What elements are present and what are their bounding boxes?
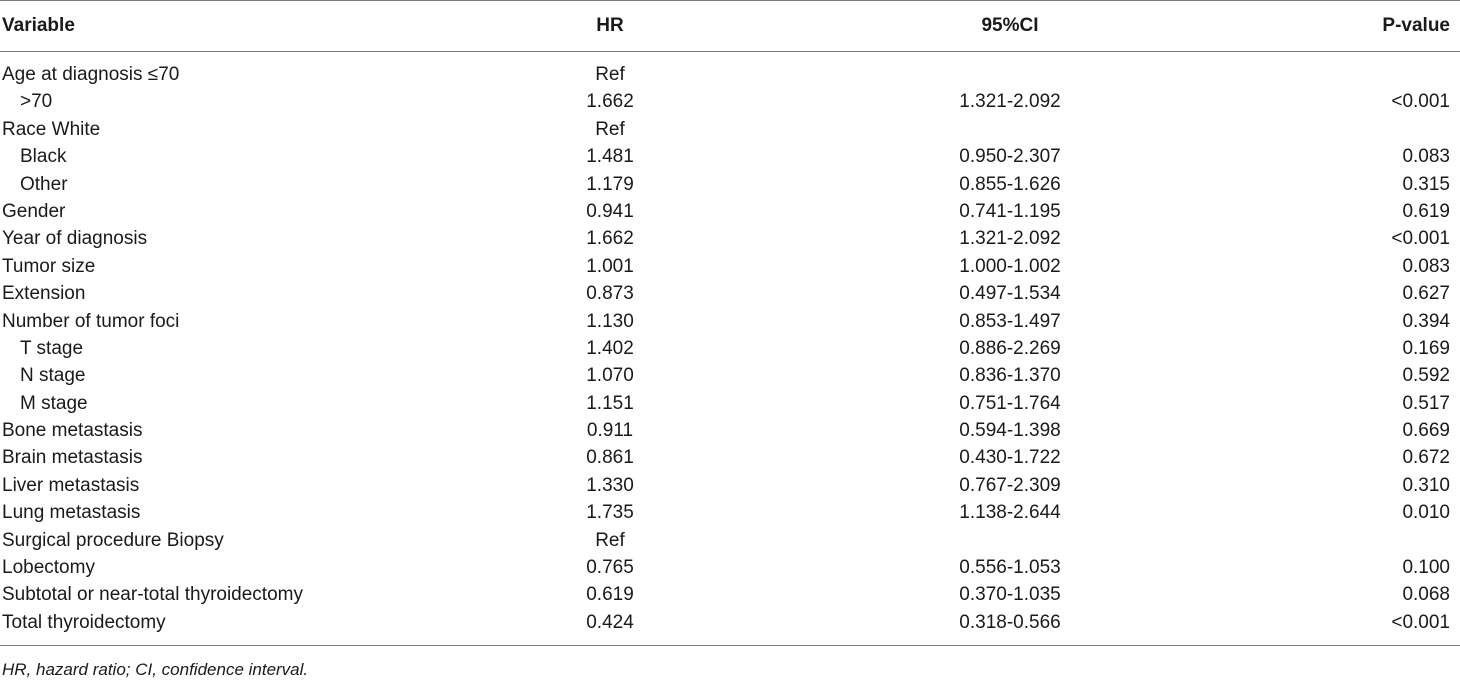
table-row <box>0 225 1460 252</box>
cell-hr: Ref <box>595 64 625 85</box>
cell-ci: 1.138-2.644 <box>959 502 1061 524</box>
cell-hr: 0.911 <box>586 420 634 442</box>
cell-ci: 0.318-0.566 <box>959 611 1061 633</box>
cell-variable: Race White <box>2 118 101 140</box>
cell-p-value: 0.394 <box>1402 310 1450 332</box>
table-row <box>0 308 1460 335</box>
cell-hr: 1.735 <box>586 502 634 524</box>
cell-ci: 0.836-1.370 <box>959 365 1061 387</box>
cell-p-value: 0.669 <box>1402 420 1450 442</box>
table-row <box>0 362 1460 389</box>
table-row <box>0 417 1460 444</box>
cell-variable: Liver metastasis <box>2 474 140 496</box>
cell-p-value: 0.169 <box>1402 337 1450 359</box>
table-row <box>0 61 1460 88</box>
cell-hr: 0.941 <box>586 200 634 222</box>
cell-ci: 0.950-2.307 <box>959 146 1061 168</box>
cell-variable: Total thyroidectomy <box>2 611 166 633</box>
cell-variable: >70 <box>20 91 53 113</box>
cell-hr: 1.151 <box>586 392 634 414</box>
table-row <box>0 88 1460 115</box>
cell-hr: Ref <box>595 118 625 140</box>
header-p-value: P-value <box>1382 15 1450 36</box>
cell-p-value: <0.001 <box>1391 228 1450 250</box>
cell-p-value: 0.517 <box>1402 392 1450 414</box>
cell-ci: 1.321-2.092 <box>959 228 1061 250</box>
table-row <box>0 609 1460 636</box>
cell-hr: 0.619 <box>586 584 634 606</box>
cell-hr: 1.179 <box>586 173 634 195</box>
cell-hr: 0.424 <box>586 611 634 633</box>
cell-ci: 1.321-2.092 <box>959 91 1061 113</box>
cell-ci: 0.886-2.269 <box>959 337 1061 359</box>
table-row <box>0 171 1460 198</box>
cell-variable: Number of tumor foci <box>2 310 180 332</box>
cell-variable: Extension <box>2 283 86 305</box>
header-hr: HR <box>596 15 624 36</box>
cell-p-value: 0.672 <box>1402 447 1450 469</box>
cell-p-value: <0.001 <box>1391 91 1450 113</box>
cell-p-value: 0.083 <box>1402 255 1450 277</box>
cell-variable: Age at diagnosis ≤70 <box>2 64 180 85</box>
table-body <box>0 52 1460 645</box>
cell-ci: 0.497-1.534 <box>959 283 1061 305</box>
table-row <box>0 253 1460 280</box>
cell-variable: Tumor size <box>2 255 96 277</box>
table-row <box>0 581 1460 608</box>
cell-hr: 1.070 <box>586 365 634 387</box>
table-row <box>0 335 1460 362</box>
cell-p-value: 0.592 <box>1402 365 1450 387</box>
table-header-row <box>0 1 1460 51</box>
cell-variable: Lung metastasis <box>2 502 141 524</box>
cell-variable: Year of diagnosis <box>2 228 148 250</box>
cell-p-value: 0.010 <box>1402 502 1450 524</box>
cell-ci: 0.556-1.053 <box>959 557 1061 579</box>
cell-ci: 0.853-1.497 <box>959 310 1061 332</box>
cell-p-value: 0.315 <box>1402 173 1450 195</box>
table-row <box>0 472 1460 499</box>
cell-ci: 0.370-1.035 <box>959 584 1061 606</box>
cell-variable: Other <box>20 173 68 195</box>
cell-hr: 0.861 <box>586 447 634 469</box>
cell-hr: 1.001 <box>586 255 634 277</box>
cell-hr: 1.662 <box>586 228 634 250</box>
cell-p-value: 0.310 <box>1402 474 1450 496</box>
table-row <box>0 444 1460 471</box>
cell-hr: Ref <box>595 529 625 551</box>
cell-variable: N stage <box>20 365 86 387</box>
table-row <box>0 280 1460 307</box>
cell-variable: Subtotal or near-total thyroidectomy <box>2 584 303 606</box>
cell-variable: Lobectomy <box>2 557 95 579</box>
cell-p-value: <0.001 <box>1391 611 1450 633</box>
cell-p-value: 0.083 <box>1402 146 1450 168</box>
table-row <box>0 554 1460 581</box>
cell-ci: 0.751-1.764 <box>959 392 1061 414</box>
cell-p-value: 0.068 <box>1402 584 1450 606</box>
cell-p-value: 0.619 <box>1402 200 1450 222</box>
table-row <box>0 499 1460 526</box>
cell-ci: 1.000-1.002 <box>959 255 1061 277</box>
cell-p-value: 0.627 <box>1402 283 1450 305</box>
cell-ci: 0.741-1.195 <box>959 200 1061 222</box>
table-row <box>0 116 1460 143</box>
cell-ci: 0.430-1.722 <box>959 447 1061 469</box>
header-ci: 95%CI <box>981 15 1039 36</box>
table-row <box>0 390 1460 417</box>
cell-variable: Gender <box>2 200 66 222</box>
cell-variable: Black <box>20 146 67 168</box>
cell-hr: 1.330 <box>586 474 634 496</box>
cell-ci: 0.767-2.309 <box>959 474 1061 496</box>
cell-variable: Surgical procedure Biopsy <box>2 529 224 551</box>
cell-variable: Brain metastasis <box>2 447 143 469</box>
table-row <box>0 527 1460 554</box>
cell-hr: 1.130 <box>586 310 634 332</box>
table-row <box>0 143 1460 170</box>
cell-ci: 0.594-1.398 <box>959 420 1061 442</box>
cell-hr: 1.662 <box>586 91 634 113</box>
table-footnote: HR, hazard ratio; CI, confidence interval. <box>2 660 309 680</box>
cell-hr: 1.402 <box>586 337 634 359</box>
header-variable: Variable <box>2 15 75 36</box>
cell-hr: 0.873 <box>586 283 634 305</box>
cell-hr: 0.765 <box>586 557 634 579</box>
cell-variable: T stage <box>20 337 84 359</box>
cell-p-value: 0.100 <box>1402 557 1450 579</box>
cell-ci: 0.855-1.626 <box>959 173 1061 195</box>
table-row <box>0 198 1460 225</box>
cell-variable: Bone metastasis <box>2 420 143 442</box>
cell-variable: M stage <box>20 392 88 414</box>
cell-hr: 1.481 <box>586 146 634 168</box>
